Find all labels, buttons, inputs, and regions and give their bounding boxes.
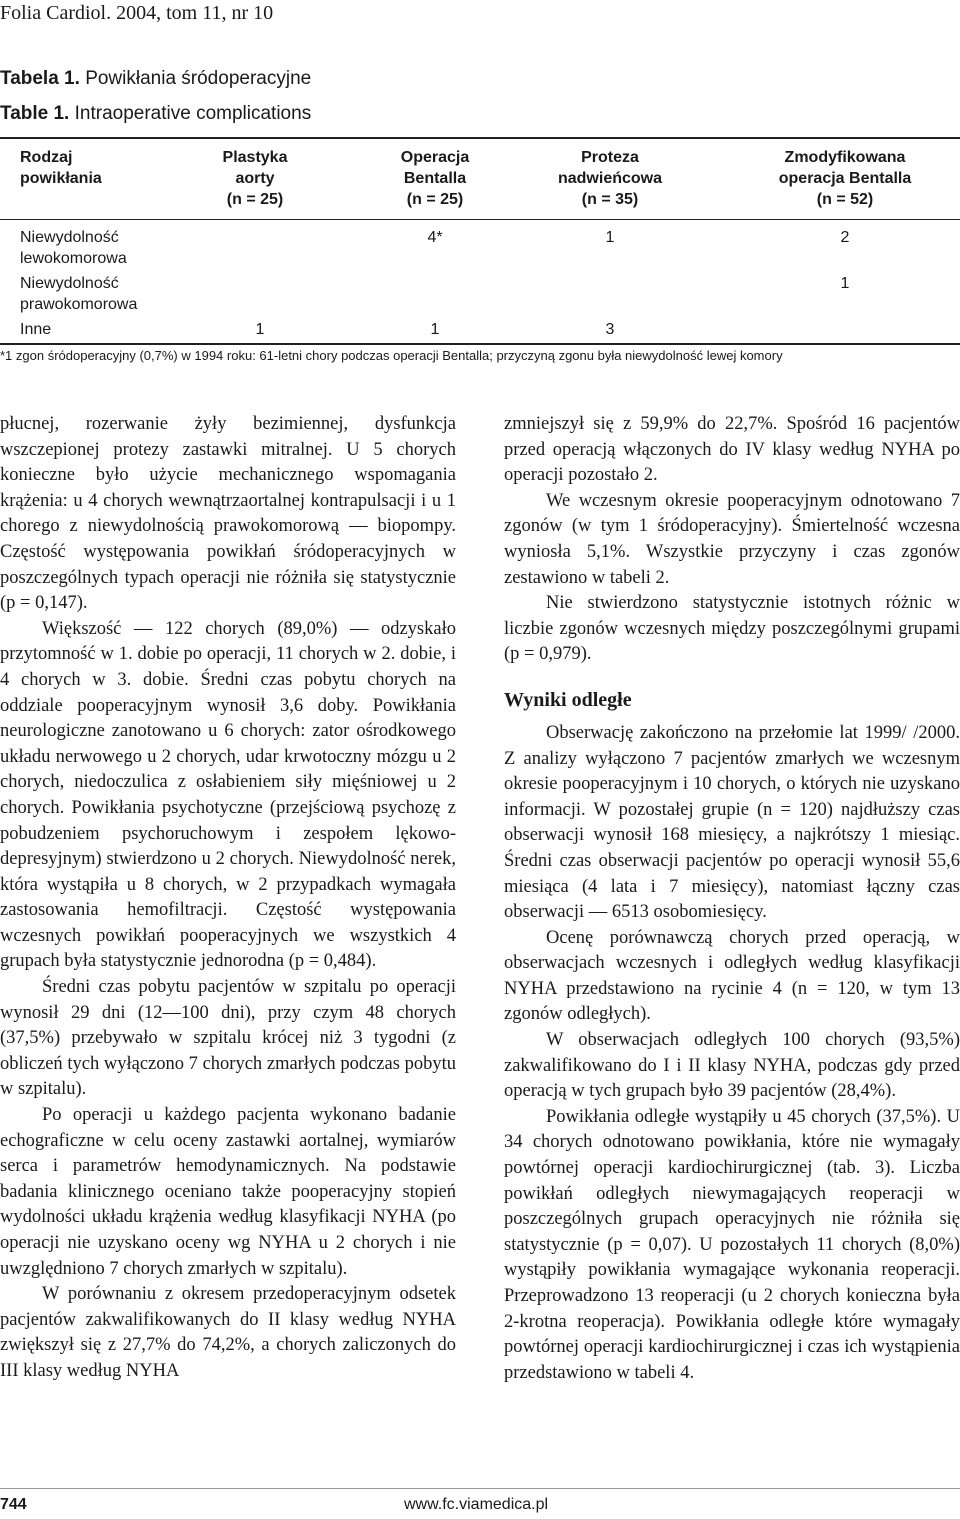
column-header-aortic-plasty: Plastyka aorty (n = 25): [222, 149, 288, 208]
column-header-modified-bentall: Zmodyfikowana operacja Bentalla (n = 52): [778, 149, 912, 208]
table-cell: 2: [840, 229, 850, 246]
paragraph: Powikłania odległe wystąpiły u 45 chorych (37,5%). U 34 chorych odnotowano powikłania, które nie wymagały powtórnej operacji kardiochirurgicznej (tab. 3). Liczba powikłań odległych niewymagających reoperacji w poszczególnych grupach operacyjnych nie różniła się statystycznie (p = 0,07). U pozostałych 11 chorych (8,0%) wystąpiły powikłania wymagające wykonania reoperacji. Przeprowadzono 13 reoperacji (u 2 chorych konieczna była 2-krotna reoperacja). Powikłania odległe które wymagały powtórnej operacji kardiochirurgicznej i czas ich wystąpienia przedstawiono w tabeli 4.: [504, 1106, 960, 1383]
paragraph: Nie stwierdzono statystycznie istotnych różnic w liczbie zgonów wczesnych między poszczególnymi grupami (p = 0,979).: [504, 593, 960, 665]
table-label-pl: Tabela 1.: [0, 68, 80, 89]
table-cell: 1: [605, 229, 615, 246]
left-text-column: [0, 412, 456, 1385]
table-caption-en: [0, 103, 311, 125]
column-header-type: Rodzaj powikłania: [20, 149, 102, 187]
table-cell: 1: [840, 275, 850, 292]
paragraph: zmniejszył się z 59,9% do 22,7%. Spośród 16 pacjentów przed operacją włączonych do IV klasy według NYHA po operacji pozostało 2.: [504, 414, 960, 486]
paragraph: We wczesnym okresie pooperacyjnym odnotowano 7 zgonów (w tym 1 śródoperacyjny). Śmiertelność wczesna wyniosła 5,1%. Wszystkie przyczyny i czas zgonów zestawiono w tabeli 2.: [504, 490, 960, 588]
column-header-bentall: Operacja Bentalla (n = 25): [400, 149, 470, 208]
table-top-rule: [0, 137, 960, 139]
row-label-right-ventricular-failure: Niewydolność prawokomorowa: [20, 275, 138, 313]
column-header-supracoronary: Proteza nadwieńcowa (n = 35): [557, 149, 663, 208]
paragraph: W obserwacjach odległych 100 chorych (93,5%) zakwalifikowano do I i II klasy NYHA, podczas gdy przed operacją w tych grupach było 39 pacjentów (28,4%).: [504, 1030, 960, 1102]
footer-rule: [0, 1488, 960, 1489]
paragraph: płucnej, rozerwanie żyły bezimiennej, dysfunkcja wszczepionej protezy zastawki mitralnej. U 5 chorych konieczne było użycie mechanicznego wspomagania krążenia: u 4 chorych wewnątrzaortalnej kontrapulsacji i u 1 chorego z niewydolnością prawokomorową — biopompy. Częstość występowania powikłań śródoperacyjnych w poszczególnych typach operacji nie różniła się statystycznie (p = 0,147).: [0, 414, 456, 614]
table-cell: 1: [255, 321, 265, 338]
row-label-other: Inne: [20, 321, 52, 338]
right-text-column: [504, 412, 960, 1386]
paragraph: Obserwację zakończono na przełomie lat 1999/ /2000. Z analizy wyłączono 7 pacjentów zmarłych we wczesnym okresie pooperacyjnym i 10 chorych, o których nie uzyskano informacji. W pozostałej grupie (n = 120) najdłuższy czas obserwacji wynosił 168 miesięcy, a najkrótszy 1 miesiąc. Średni czas obserwacji pacjentów po operacji wynosił 55,6 miesiąca (4 lata i 7 miesięcy), natomiast łączny czas obserwacji — 6513 osobomiesięcy.: [504, 722, 960, 923]
table-bottom-rule: [0, 343, 960, 345]
table-title-pl: Powikłania śródoperacyjne: [85, 68, 312, 89]
paragraph: Po operacji u każdego pacjenta wykonano badanie echograficzne w celu oceny zastawki aortalnej, wymiarów serca i parametrów hemodynamicznych. Na podstawie badania klinicznego oceniano także pooperacyjny stopień wydolności układu krążenia według klasyfikacji NYHA (po operacji nie uzyskano oceny wg NYHA u 2 chorych i nie uwzględniono 7 chorych zmarłych w szpitalu).: [0, 1105, 456, 1279]
table-title-en: Intraoperative complications: [74, 103, 312, 124]
table-label-en: Table 1.: [0, 103, 70, 124]
table-cell: 1: [430, 321, 440, 338]
table-cell: 4*: [427, 229, 443, 246]
paragraph: W porównaniu z okresem przedoperacyjnym odsetek pacjentów zakwalifikowanych do II klasy według NYHA zwiększył się z 27,7% do 74,2%, a chorych zaliczonych do III klasy według NYHA: [0, 1284, 456, 1381]
journal-header: Folia Cardiol. 2004, tom 11, nr 10: [0, 2, 274, 24]
paragraph: Średni czas pobytu pacjentów w szpitalu po operacji wynosił 29 dni (12—100 dni), przy czym 48 chorych (37,5%) przebywało w szpitalu krócej niż 3 tygodni (z obliczeń tych wyłączono 7 chorych zmarłych podczas pobytu w szpitalu).: [0, 977, 456, 1100]
table-header-rule: [0, 219, 960, 220]
table-caption-pl: [0, 68, 311, 90]
row-label-left-ventricular-failure: Niewydolność lewokomorowa: [20, 229, 127, 267]
journal-url[interactable]: www.fc.viamedica.pl: [404, 1496, 549, 1513]
paragraph: Większość — 122 chorych (89,0%) — odzyskało przytomność w 1. dobie po operacji, 11 chorych w 2. dobie, i 4 chorych w 3. dobie. Średni czas pobytu chorych na oddziale pooperacyjnym wynosił 3,6 doby. Powikłania neurologiczne zanotowano u 6 chorych: zator ośrodkowego układu nerwowego u 2 chorych, udar krwotoczny mózgu u 2 chorych, niedoczulica z osłabieniem siły mięśniowej u 2 chorych. Powikłania psychotyczne (przejściową psychozę z pobudzeniem psychoruchowym i zespołem lękowo-depresyjnym) stwierdzono u 2 chorych. Niewydolność nerek, która wystąpiła u 8 chorych, w 2 przypadkach wymagała zastosowania hemofiltracji. Częstość występowania wczesnych powikłań pooperacyjnych we wszystkich 4 grupach była statystycznie jednorodna (p = 0,484).: [0, 618, 456, 972]
paragraph: Ocenę porównawczą chorych przed operacją, w obserwacjach wczesnych i odległych według klasyfikacji NYHA przedstawiono na rycinie 4 (n = 120, w tym 13 zgonów odległych).: [504, 927, 960, 1025]
table-cell: 3: [605, 321, 615, 338]
section-heading: Wyniki odległe: [504, 688, 632, 711]
page-number: 744: [0, 1496, 27, 1513]
table-footnote: *1 zgon śródoperacyjny (0,7%) w 1994 roku: 61-letni chory podczas operacji Bentalla; przyczyną zgonu była niewydolność lewej komory: [0, 348, 783, 363]
